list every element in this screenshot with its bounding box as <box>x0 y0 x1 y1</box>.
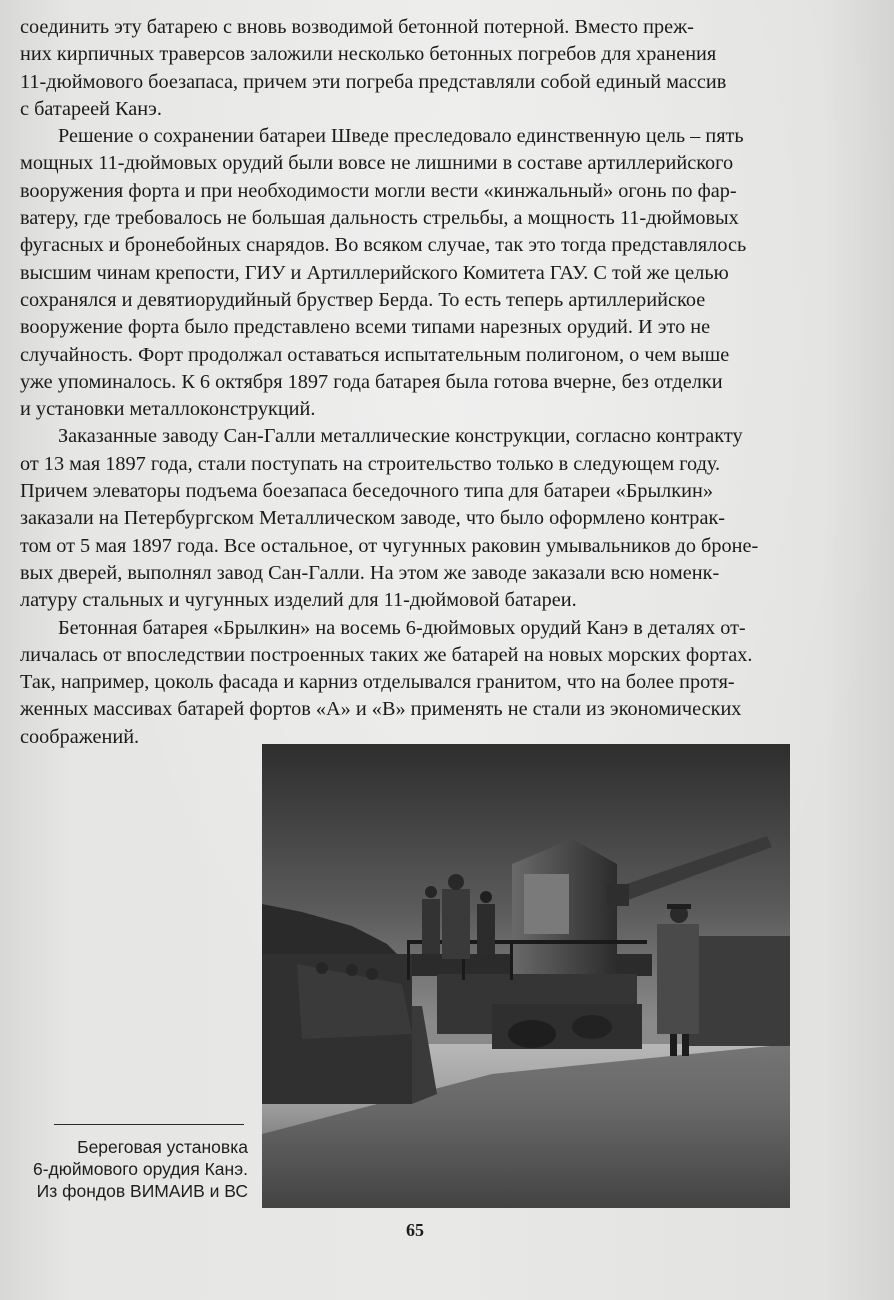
text-line: вых дверей, выполнял завод Сан-Галли. На этом же заводе заказали всю номенк- <box>20 561 720 584</box>
text-line: с батареей Канэ. <box>20 97 162 120</box>
paragraph-1 <box>20 14 788 123</box>
caption-line: Береговая установка <box>77 1137 248 1157</box>
text-line: от 13 мая 1897 года, стали поступать на строительство только в следующем году. <box>20 452 721 475</box>
text-line: них кирпичных траверсов заложили несколько бетонных погребов для хранения <box>20 43 717 66</box>
coastal-gun-photo-illustration <box>262 744 790 1208</box>
text-line: случайность. Форт продолжал оставаться испытательным полигоном, о чем выше <box>20 343 730 366</box>
text-line: высшим чинам крепости, ГИУ и Артиллерийского Комитета ГАУ. С той же целью <box>20 261 729 284</box>
paragraph-2 <box>20 123 788 423</box>
text-line: Бетонная батарея «Брылкин» на восемь 6-дюймовых орудий Канэ в деталях от- <box>58 616 746 639</box>
paragraph-3 <box>20 423 788 614</box>
paragraph-4 <box>20 615 788 751</box>
text-line: личалась от впоследствии построенных таких же батарей на новых морских фортах. <box>20 643 753 666</box>
text-line: Заказанные заводу Сан-Галли металлические конструкции, согласно контракту <box>58 425 743 448</box>
page-number: 65 <box>406 1220 424 1240</box>
caption-divider <box>54 1124 244 1125</box>
body-text <box>20 14 788 751</box>
text-line: Решение о сохранении батареи Шведе преследовало единственную цель – пять <box>58 125 744 148</box>
text-line: мощных 11-дюймовых орудий были вовсе не лишними в составе артиллерийского <box>20 152 734 175</box>
text-line: латуру стальных и чугунных изделий для 11-дюймовой батареи. <box>20 589 577 612</box>
caption-line: Из фондов ВИМАИВ и ВС <box>36 1181 248 1201</box>
text-line: Так, например, цоколь фасада и карниз отделывался гранитом, что на более протя- <box>20 671 735 694</box>
text-line: и установки металлоконструкций. <box>20 398 316 421</box>
caption-line: 6-дюймового орудия Канэ. <box>32 1159 248 1179</box>
text-line: том от 5 мая 1897 года. Все остальное, от чугунных раковин умывальников до броне- <box>20 534 759 557</box>
text-line: сохранялся и девятиорудийный бруствер Берда. То есть теперь артиллерийское <box>20 288 706 311</box>
text-line: Причем элеваторы подъема боезапаса беседочного типа для батареи «Брылкин» <box>20 480 713 503</box>
text-line: вооружения форта и при необходимости могли вести «кинжальный» огонь по фар- <box>20 179 737 202</box>
text-line: уже упоминалось. К 6 октября 1897 года батарея была готова вчерне, без отделки <box>20 370 723 393</box>
text-line: 11-дюймового боезапаса, причем эти погреба представляли собой единый массив <box>20 70 727 93</box>
text-line: заказали на Петербургском Металлическом заводе, что было оформлено контрак- <box>20 507 726 530</box>
text-line: фугасных и бронебойных снарядов. Во всяком случае, так это тогда представлялось <box>20 234 747 257</box>
photo-caption <box>20 1136 248 1202</box>
text-line: соображений. <box>20 725 140 748</box>
historical-photo <box>262 744 790 1208</box>
text-line: женных массивах батарей фортов «А» и «В» применять не стали из экономических <box>20 698 742 721</box>
text-line: соединить эту батарею с вновь возводимой бетонной потерной. Вместо преж- <box>20 16 694 38</box>
text-line: ватеру, где требовалось не большая дальность стрельбы, а мощность 11-дюймовых <box>20 207 739 230</box>
text-line: вооружение форта было представлено всеми типами нарезных орудий. И это не <box>20 316 711 339</box>
